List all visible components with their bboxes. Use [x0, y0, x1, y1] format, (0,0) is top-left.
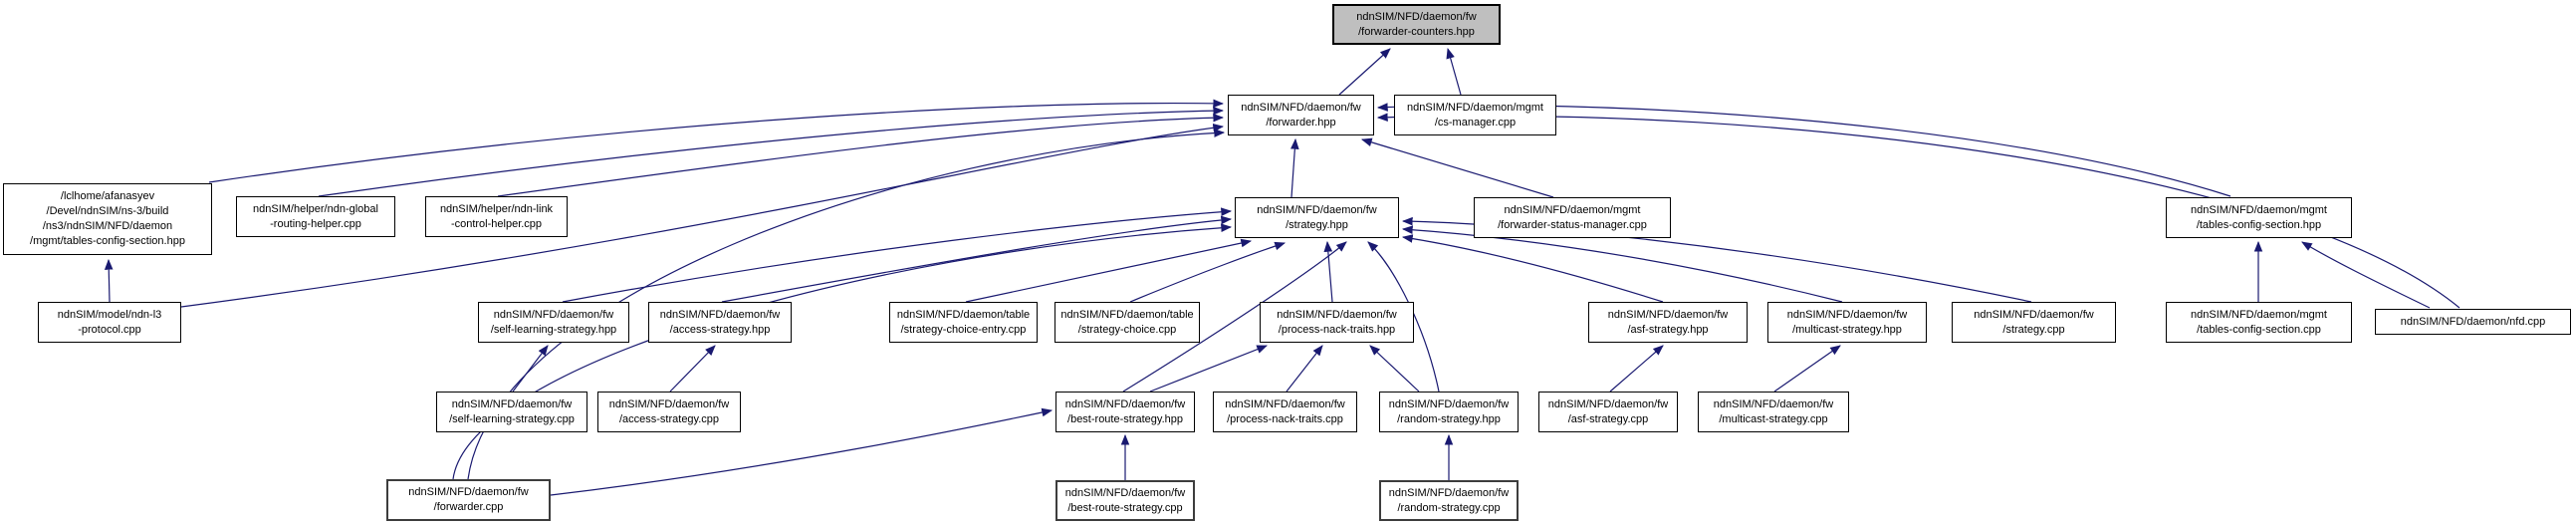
node-random-strategy-cpp[interactable]: ndnSIM/NFD/daemon/fw /random-strategy.cpp [1379, 480, 1519, 521]
node-self-learning-strategy-cpp[interactable]: ndnSIM/NFD/daemon/fw /self-learning-strategy.cpp [436, 392, 587, 432]
node-multicast-strategy-hpp[interactable]: ndnSIM/NFD/daemon/fw /multicast-strategy.hpp [1767, 302, 1927, 343]
node-random-strategy-hpp[interactable]: ndnSIM/NFD/daemon/fw /random-strategy.hpp [1379, 392, 1519, 432]
node-nfd-cpp[interactable]: ndnSIM/NFD/daemon/nfd.cpp [2375, 309, 2571, 335]
node-ndn-global-routing-helper-cpp[interactable]: ndnSIM/helper/ndn-global -routing-helper.cpp [236, 196, 395, 237]
node-forwarder-cpp[interactable]: ndnSIM/NFD/daemon/fw /forwarder.cpp [386, 479, 551, 521]
node-best-route-strategy-hpp[interactable]: ndnSIM/NFD/daemon/fw /best-route-strategy.hpp [1055, 392, 1195, 432]
node-self-learning-strategy-hpp[interactable]: ndnSIM/NFD/daemon/fw /self-learning-strategy.hpp [478, 302, 629, 343]
node-ndn-link-control-helper-cpp[interactable]: ndnSIM/helper/ndn-link -control-helper.cpp [425, 196, 568, 237]
node-process-nack-traits-hpp[interactable]: ndnSIM/NFD/daemon/fw /process-nack-traits.hpp [1260, 302, 1414, 343]
node-tables-config-section-cpp[interactable]: ndnSIM/NFD/daemon/mgmt /tables-config-section.cpp [2166, 302, 2352, 343]
node-forwarder-status-manager-cpp[interactable]: ndnSIM/NFD/daemon/mgmt /forwarder-status-manager.cpp [1474, 197, 1671, 238]
node-access-strategy-hpp[interactable]: ndnSIM/NFD/daemon/fw /access-strategy.hpp [648, 302, 792, 343]
node-strategy-hpp[interactable]: ndnSIM/NFD/daemon/fw /strategy.hpp [1235, 197, 1399, 238]
node-ndn-l3-protocol-cpp[interactable]: ndnSIM/model/ndn-l3 -protocol.cpp [38, 302, 181, 343]
node-strategy-cpp[interactable]: ndnSIM/NFD/daemon/fw /strategy.cpp [1952, 302, 2116, 343]
node-asf-strategy-cpp[interactable]: ndnSIM/NFD/daemon/fw /asf-strategy.cpp [1538, 392, 1678, 432]
node-multicast-strategy-cpp[interactable]: ndnSIM/NFD/daemon/fw /multicast-strategy.cpp [1698, 392, 1849, 432]
node-best-route-strategy-cpp[interactable]: ndnSIM/NFD/daemon/fw /best-route-strategy.cpp [1055, 480, 1195, 521]
node-forwarder-counters-hpp[interactable]: ndnSIM/NFD/daemon/fw /forwarder-counters.hpp [1332, 4, 1501, 45]
node-strategy-choice-entry-cpp[interactable]: ndnSIM/NFD/daemon/table /strategy-choice-entry.cpp [889, 302, 1038, 343]
node-process-nack-traits-cpp[interactable]: ndnSIM/NFD/daemon/fw /process-nack-traits.cpp [1213, 392, 1357, 432]
node-forwarder-hpp[interactable]: ndnSIM/NFD/daemon/fw /forwarder.hpp [1228, 95, 1374, 135]
node-access-strategy-cpp[interactable]: ndnSIM/NFD/daemon/fw /access-strategy.cpp [597, 392, 741, 432]
node-cs-manager-cpp[interactable]: ndnSIM/NFD/daemon/mgmt /cs-manager.cpp [1394, 95, 1556, 135]
node-strategy-choice-cpp[interactable]: ndnSIM/NFD/daemon/table /strategy-choice.cpp [1054, 302, 1200, 343]
node-asf-strategy-hpp[interactable]: ndnSIM/NFD/daemon/fw /asf-strategy.hpp [1588, 302, 1748, 343]
node-tables-config-section-hpp[interactable]: ndnSIM/NFD/daemon/mgmt /tables-config-section.hpp [2166, 197, 2352, 238]
node-build-tables-config-section-hpp[interactable]: /lclhome/afanasyev /Devel/ndnSIM/ns-3/build /ns3/ndnSIM/NFD/daemon /mgmt/tables-config-section.hpp [3, 183, 212, 255]
